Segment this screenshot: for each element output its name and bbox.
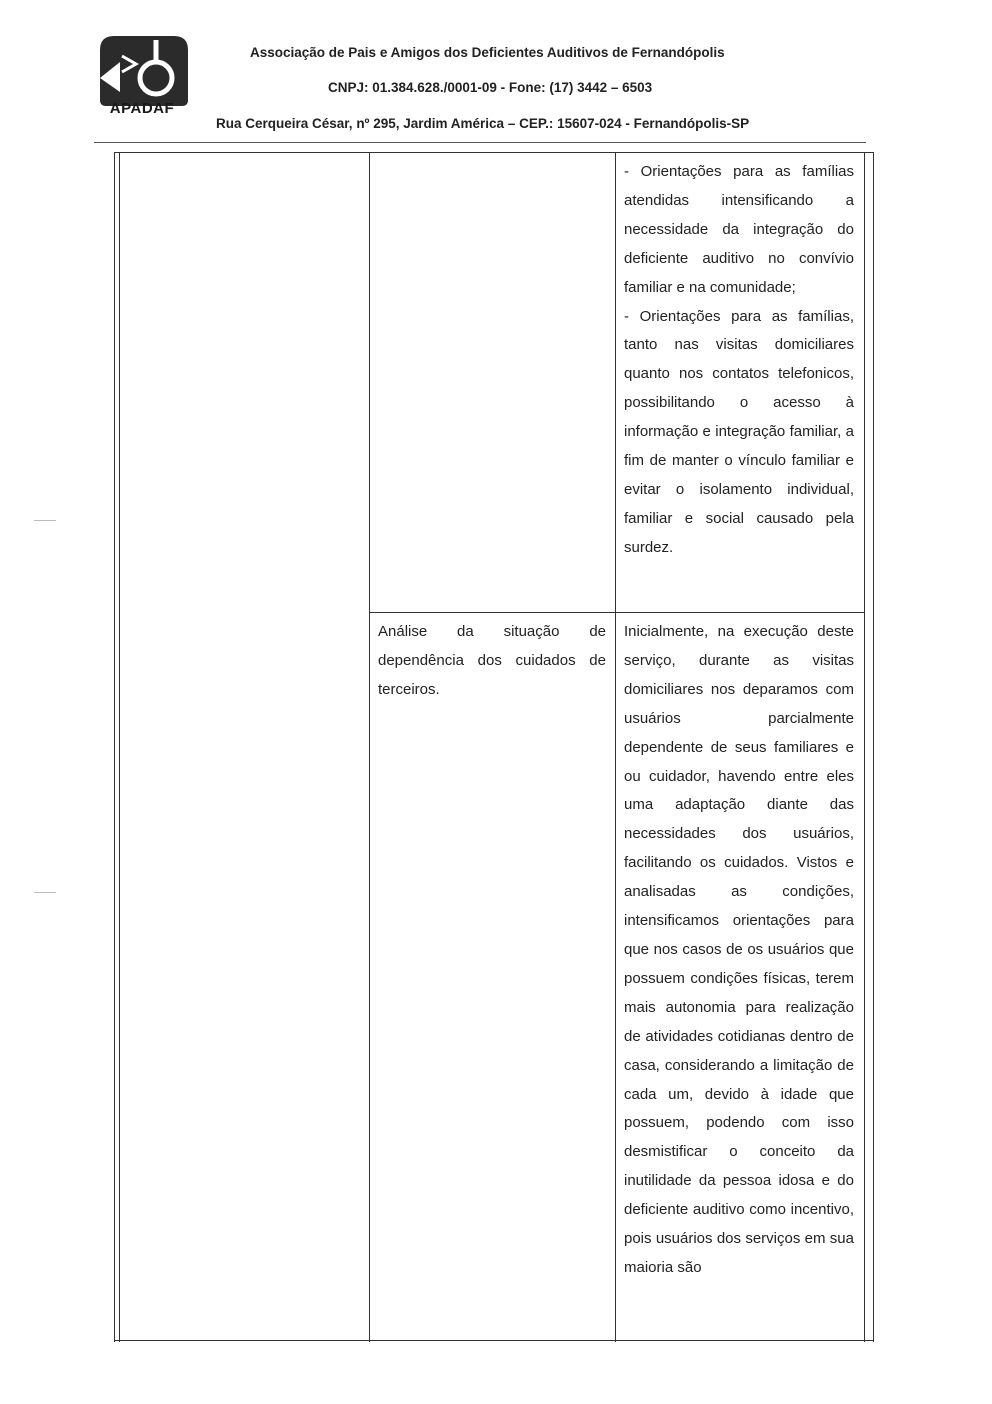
table-border (114, 152, 115, 1342)
row2-col3-cell: Inicialmente, na execução deste serviço, durante as visitas domiciliares nos deparamos com usuários parcialmente dependente de seus familiares e ou cuidador, havendo entre eles uma adaptação diante das necessidades dos usuários, facilitando os cuidados. Vistos e analisadas as condições, intensificamos orientações para que nos casos de os usuários que possuem condições físicas, terem mais autonomia para realização de atividades cotidianas dentro de casa, considerando a limitação de cada um, devido à idade que possuem, podendo com isso desmistificar o conceito da inutilidade da pessoa idosa e do deficiente auditivo como incentivo, pois usuários dos serviços em sua maioria são (624, 623, 854, 1276)
table-border (114, 152, 874, 153)
header-divider (94, 142, 866, 143)
cnpj-phone: CNPJ: 01.384.628./0001-09 - Fone: (17) 3442 – 6503 (328, 80, 653, 95)
column-divider (615, 152, 616, 1342)
row-divider (369, 612, 865, 613)
table-border (864, 152, 865, 1342)
scan-mark (34, 892, 56, 893)
column-divider (369, 152, 370, 1342)
organization-name: Associação de Pais e Amigos dos Deficientes Auditivos de Fernandópolis (250, 45, 725, 60)
orientation-item: - Orientações para as famílias, tanto nas visitas domiciliares quanto nos contatos telefonicos, possibilitando o acesso à informação e integração familiar, a fim de manter o vínculo familiar e evitar o isolamento individual, familiar e social causado pela surdez. (624, 307, 854, 556)
logo-text: APADAF (109, 100, 175, 117)
row2-col2-cell: Análise da situação de dependência dos cuidados de terceiros. (378, 623, 606, 698)
table-border (119, 152, 120, 1342)
orientation-item: - Orientações para as famílias atendidas intensificando a necessidade da integração do deficiente auditivo no convívio familiar e na comunidade; (624, 163, 854, 296)
activities-table (114, 152, 874, 1342)
table-border (114, 1340, 874, 1341)
table-border (873, 152, 874, 1342)
scan-mark (34, 520, 56, 521)
row1-col3-cell (624, 158, 854, 563)
address: Rua Cerqueira César, nº 295, Jardim América – CEP.: 15607-024 - Fernandópolis-SP (216, 116, 750, 131)
